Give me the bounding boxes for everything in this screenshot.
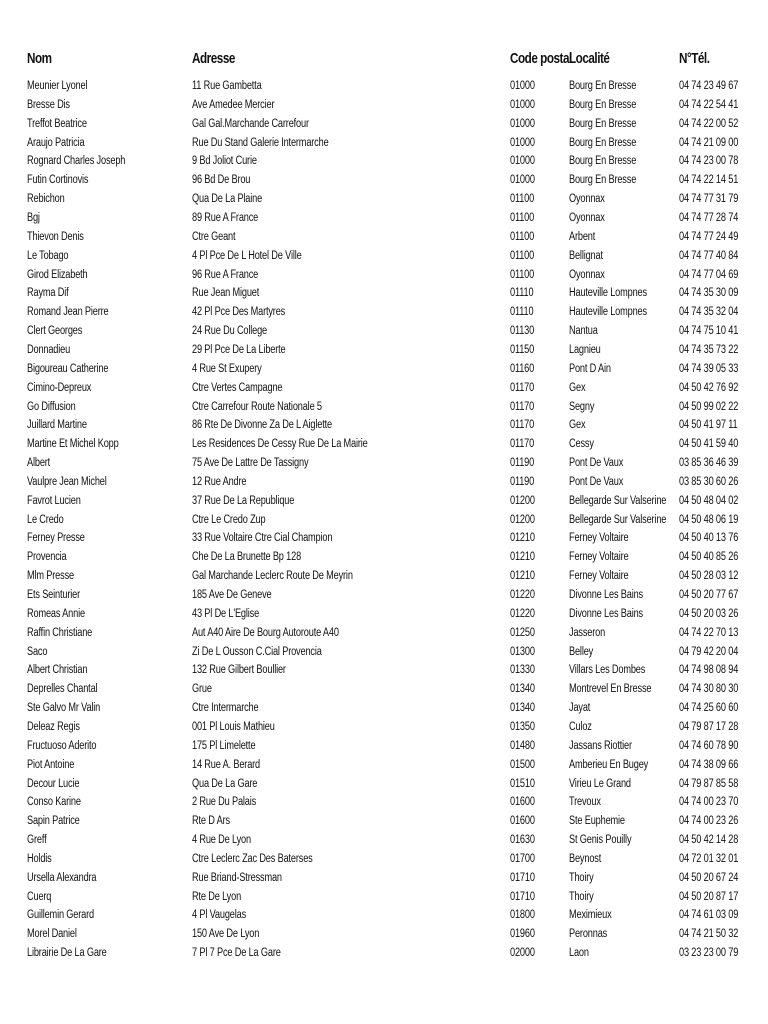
cell-localite: Bourg En Bresse xyxy=(569,98,637,111)
header-nom: Nom xyxy=(27,50,52,67)
cell-localite: Jassans Riottier xyxy=(569,739,632,752)
cell-nom: Le Credo xyxy=(27,513,64,526)
cell-adresse: Qua De La Gare xyxy=(192,777,258,790)
cell-nom: Martine Et Michel Kopp xyxy=(27,438,119,451)
cell-code-postal: 01110 xyxy=(510,306,534,319)
cell-adresse: 9 Bd Joliot Curie xyxy=(192,155,257,168)
cell-adresse: 4 Pl Vaugelas xyxy=(192,909,247,922)
cell-adresse: 11 Rue Gambetta xyxy=(192,80,262,92)
cell-tel: 04 74 77 28 74 xyxy=(679,212,739,224)
cell-code-postal: 01000 xyxy=(510,174,535,187)
cell-localite: Montrevel En Bresse xyxy=(569,683,652,696)
cell-tel: 04 50 42 14 28 xyxy=(679,834,739,846)
cell-code-postal: 01190 xyxy=(510,457,535,469)
cell-code-postal: 01170 xyxy=(510,419,535,432)
cell-localite: Ferney Voltaire xyxy=(569,570,629,583)
cell-nom: Romeas Annie xyxy=(27,607,85,620)
cell-tel: 04 50 40 85 26 xyxy=(679,551,739,564)
table-row xyxy=(0,778,768,796)
cell-nom: Cimino-Depreux xyxy=(27,381,92,394)
cell-adresse: Rue Briand-Stressman xyxy=(192,871,282,884)
cell-localite: Jayat xyxy=(569,702,591,715)
table-row xyxy=(0,118,768,136)
cell-localite: Villars Les Dombes xyxy=(569,664,646,677)
cell-localite: Thoiry xyxy=(569,871,594,884)
cell-adresse: Che De La Brunette Bp 128 xyxy=(192,551,302,564)
cell-code-postal: 01500 xyxy=(510,758,535,771)
cell-localite: Bellegarde Sur Valserine xyxy=(569,494,667,507)
cell-code-postal: 01300 xyxy=(510,645,535,658)
cell-code-postal: 01710 xyxy=(510,871,535,884)
cell-adresse: Rue Du Stand Galerie Intermarche xyxy=(192,136,329,149)
cell-code-postal: 01000 xyxy=(510,98,535,111)
cell-adresse: Les Residences De Cessy Rue De La Mairie xyxy=(192,438,368,451)
cell-nom: Girod Elizabeth xyxy=(27,268,88,281)
cell-adresse: 175 Pl Limelette xyxy=(192,739,256,752)
cell-localite: Thoiry xyxy=(569,890,594,903)
cell-code-postal: 01480 xyxy=(510,739,535,752)
cell-nom: Meunier Lyonel xyxy=(27,80,88,92)
cell-adresse: 42 Pl Pce Des Martyres xyxy=(192,306,286,319)
cell-nom: Ets Seinturier xyxy=(27,589,80,601)
cell-adresse: 185 Ave De Geneve xyxy=(192,589,272,601)
table-row xyxy=(0,627,768,645)
cell-adresse: Ctre Geant xyxy=(192,230,236,243)
cell-tel: 04 74 00 23 70 xyxy=(679,796,739,809)
table-row xyxy=(0,99,768,117)
cell-nom: Rognard Charles Joseph xyxy=(27,155,126,168)
cell-adresse: 4 Rue De Lyon xyxy=(192,834,251,846)
cell-tel: 04 74 61 03 09 xyxy=(679,909,739,922)
cell-nom: Vaulpre Jean Michel xyxy=(27,475,107,488)
cell-code-postal: 01220 xyxy=(510,589,535,601)
table-row xyxy=(0,608,768,626)
cell-nom: Go Diffusion xyxy=(27,400,76,413)
cell-code-postal: 01100 xyxy=(510,212,535,224)
cell-localite: St Genis Pouilly xyxy=(569,834,632,846)
cell-localite: Bellegarde Sur Valserine xyxy=(569,513,667,526)
table-row xyxy=(0,212,768,230)
cell-localite: Divonne Les Bains xyxy=(569,589,643,601)
cell-code-postal: 01170 xyxy=(510,400,535,413)
cell-tel: 04 50 20 77 67 xyxy=(679,589,739,601)
cell-tel: 04 74 22 00 52 xyxy=(679,117,739,130)
cell-localite: Lagnieu xyxy=(569,343,601,356)
table-row xyxy=(0,495,768,513)
cell-tel: 04 74 77 04 69 xyxy=(679,268,739,281)
cell-localite: Bourg En Bresse xyxy=(569,174,637,187)
cell-adresse: Ctre Intermarche xyxy=(192,702,259,715)
cell-nom: Rayma Dif xyxy=(27,287,69,300)
table-row xyxy=(0,287,768,305)
header-code-postal: Code postal xyxy=(510,50,572,67)
table-row xyxy=(0,269,768,287)
cell-adresse: Gal Marchande Leclerc Route De Meyrin xyxy=(192,570,353,583)
cell-code-postal: 01330 xyxy=(510,664,535,677)
cell-adresse: 2 Rue Du Palais xyxy=(192,796,257,809)
cell-code-postal: 01250 xyxy=(510,626,535,639)
cell-code-postal: 01210 xyxy=(510,532,535,545)
cell-nom: Conso Karine xyxy=(27,796,81,809)
header-adresse: Adresse xyxy=(192,50,235,67)
cell-adresse: 12 Rue Andre xyxy=(192,475,247,488)
cell-localite: Arbent xyxy=(569,230,596,243)
cell-localite: Amberieu En Bugey xyxy=(569,758,649,771)
cell-tel: 04 74 60 78 90 xyxy=(679,739,739,752)
cell-localite: Oyonnax xyxy=(569,212,605,224)
cell-tel: 04 50 41 97 11 xyxy=(679,419,738,432)
cell-code-postal: 01000 xyxy=(510,117,535,130)
cell-tel: 04 74 22 70 13 xyxy=(679,626,739,639)
cell-code-postal: 01160 xyxy=(510,362,535,375)
cell-tel: 04 74 77 31 79 xyxy=(679,193,739,206)
cell-tel: 03 85 36 46 39 xyxy=(679,457,739,469)
cell-nom: Greff xyxy=(27,834,47,846)
cell-localite: Nantua xyxy=(569,325,598,338)
cell-nom: Saco xyxy=(27,645,48,658)
cell-localite: Bourg En Bresse xyxy=(569,136,637,149)
table-row xyxy=(0,721,768,739)
cell-adresse: Rte D Ars xyxy=(192,815,230,828)
cell-code-postal: 01100 xyxy=(510,268,535,281)
cell-localite: Culoz xyxy=(569,720,592,733)
cell-nom: Futin Cortinovis xyxy=(27,174,89,187)
cell-code-postal: 01220 xyxy=(510,607,535,620)
cell-adresse: 4 Pl Pce De L Hotel De Ville xyxy=(192,249,302,262)
cell-tel: 04 74 98 08 94 xyxy=(679,664,739,677)
cell-nom: Guillemin Gerard xyxy=(27,909,94,922)
table-row xyxy=(0,137,768,155)
cell-adresse: 96 Bd De Brou xyxy=(192,174,251,187)
cell-nom: Ferney Presse xyxy=(27,532,85,545)
cell-nom: Albert xyxy=(27,457,51,469)
cell-nom: Treffot Beatrice xyxy=(27,117,87,130)
cell-adresse: 33 Rue Voltaire Ctre Cial Champion xyxy=(192,532,333,545)
cell-code-postal: 01630 xyxy=(510,834,535,846)
cell-adresse: Aut A40 Aire De Bourg Autoroute A40 xyxy=(192,626,339,639)
cell-tel: 04 50 20 03 26 xyxy=(679,607,739,620)
cell-tel: 04 74 22 14 51 xyxy=(679,174,739,187)
table-row xyxy=(0,664,768,682)
cell-tel: 04 50 20 87 17 xyxy=(679,890,739,903)
cell-code-postal: 01800 xyxy=(510,909,535,922)
cell-code-postal: 01000 xyxy=(510,155,535,168)
header-tel: N°Tél. xyxy=(679,50,710,67)
cell-tel: 04 74 35 30 09 xyxy=(679,287,739,300)
cell-localite: Virieu Le Grand xyxy=(569,777,631,790)
cell-tel: 04 74 23 49 67 xyxy=(679,80,739,92)
cell-code-postal: 01340 xyxy=(510,702,535,715)
table-row xyxy=(0,306,768,324)
table-row xyxy=(0,382,768,400)
cell-nom: Holdis xyxy=(27,852,52,865)
cell-adresse: Ave Amedee Mercier xyxy=(192,98,275,111)
cell-nom: Bgj xyxy=(27,212,40,224)
cell-code-postal: 01110 xyxy=(510,287,534,300)
cell-adresse: 75 Ave De Lattre De Tassigny xyxy=(192,457,309,469)
cell-code-postal: 01210 xyxy=(510,570,535,583)
cell-adresse: 37 Rue De La Republique xyxy=(192,494,295,507)
cell-localite: Oyonnax xyxy=(569,193,605,206)
cell-adresse: Zi De L Ousson C.Cial Provencia xyxy=(192,645,322,658)
table-row xyxy=(0,589,768,607)
cell-adresse: 132 Rue Gilbert Boullier xyxy=(192,664,286,677)
cell-code-postal: 01340 xyxy=(510,683,535,696)
cell-code-postal: 01000 xyxy=(510,80,535,92)
table-row xyxy=(0,759,768,777)
cell-nom: Thievon Denis xyxy=(27,230,84,243)
cell-tel: 04 74 23 00 78 xyxy=(679,155,739,168)
cell-code-postal: 01710 xyxy=(510,890,535,903)
cell-adresse: 96 Rue A France xyxy=(192,268,259,281)
cell-nom: Bresse Dis xyxy=(27,98,70,111)
cell-nom: Deleaz Regis xyxy=(27,720,80,733)
cell-adresse: 150 Ave De Lyon xyxy=(192,928,260,941)
cell-adresse: Ctre Leclerc Zac Des Baterses xyxy=(192,852,313,865)
cell-localite: Meximieux xyxy=(569,909,612,922)
table-row xyxy=(0,325,768,343)
cell-code-postal: 01600 xyxy=(510,796,535,809)
table-row xyxy=(0,702,768,720)
cell-tel: 03 23 23 00 79 xyxy=(679,947,739,960)
cell-localite: Divonne Les Bains xyxy=(569,607,643,620)
table-row xyxy=(0,551,768,569)
cell-localite: Ferney Voltaire xyxy=(569,551,629,564)
cell-nom: Fructuoso Aderito xyxy=(27,739,97,752)
cell-localite: Bellignat xyxy=(569,249,603,262)
cell-localite: Pont D Ain xyxy=(569,362,611,375)
cell-code-postal: 01170 xyxy=(510,381,535,394)
cell-tel: 04 74 30 80 30 xyxy=(679,683,739,696)
cell-code-postal: 01100 xyxy=(510,230,535,243)
cell-code-postal: 01170 xyxy=(510,438,535,451)
cell-adresse: 43 Pl De L'Eglise xyxy=(192,607,260,620)
cell-adresse: 001 Pl Louis Mathieu xyxy=(192,720,275,733)
cell-tel: 04 50 20 67 24 xyxy=(679,871,739,884)
cell-nom: Morel Daniel xyxy=(27,928,77,941)
cell-nom: Romand Jean Pierre xyxy=(27,306,109,319)
cell-code-postal: 01350 xyxy=(510,720,535,733)
cell-tel: 04 74 75 10 41 xyxy=(679,325,739,338)
cell-code-postal: 01510 xyxy=(510,777,535,790)
table-row xyxy=(0,928,768,946)
header-row xyxy=(0,50,768,68)
cell-tel: 04 74 39 05 33 xyxy=(679,362,739,375)
table-row xyxy=(0,80,768,98)
cell-localite: Bourg En Bresse xyxy=(569,155,637,168)
table-row xyxy=(0,476,768,494)
cell-tel: 04 50 99 02 22 xyxy=(679,400,739,413)
cell-nom: Piot Antoine xyxy=(27,758,75,771)
cell-nom: Raffin Christiane xyxy=(27,626,93,639)
cell-adresse: 86 Rte De Divonne Za De L Aiglette xyxy=(192,419,332,432)
table-row xyxy=(0,344,768,362)
table-row xyxy=(0,796,768,814)
cell-localite: Pont De Vaux xyxy=(569,457,624,469)
cell-code-postal: 01100 xyxy=(510,193,535,206)
cell-localite: Ste Euphemie xyxy=(569,815,625,828)
cell-adresse: Ctre Carrefour Route Nationale 5 xyxy=(192,400,322,413)
table-row xyxy=(0,947,768,965)
table-row xyxy=(0,193,768,211)
cell-code-postal: 01960 xyxy=(510,928,535,941)
cell-localite: Hauteville Lompnes xyxy=(569,306,647,319)
cell-adresse: Gal Gal.Marchande Carrefour xyxy=(192,117,309,130)
cell-code-postal: 01600 xyxy=(510,815,535,828)
cell-localite: Pont De Vaux xyxy=(569,475,624,488)
table-row xyxy=(0,815,768,833)
table-row xyxy=(0,834,768,852)
cell-code-postal: 01130 xyxy=(510,325,535,338)
cell-localite: Segny xyxy=(569,400,595,413)
table-row xyxy=(0,174,768,192)
cell-localite: Oyonnax xyxy=(569,268,605,281)
cell-localite: Gex xyxy=(569,419,586,432)
cell-nom: Ursella Alexandra xyxy=(27,871,97,884)
cell-tel: 04 50 48 06 19 xyxy=(679,513,739,526)
cell-code-postal: 01100 xyxy=(510,249,535,262)
cell-tel: 04 74 38 09 66 xyxy=(679,758,739,771)
cell-nom: Ste Galvo Mr Valin xyxy=(27,702,101,715)
table-row xyxy=(0,683,768,701)
cell-nom: Juillard Martine xyxy=(27,419,87,432)
cell-adresse: 14 Rue A. Berard xyxy=(192,758,261,771)
cell-tel: 04 50 40 13 76 xyxy=(679,532,739,545)
cell-adresse: 7 Pl 7 Pce De La Gare xyxy=(192,947,281,960)
table-row xyxy=(0,891,768,909)
cell-nom: Albert Christian xyxy=(27,664,88,677)
cell-localite: Peronnas xyxy=(569,928,608,941)
cell-tel: 04 79 87 17 28 xyxy=(679,720,739,733)
cell-adresse: Rue Jean Miguet xyxy=(192,287,260,300)
cell-tel: 04 74 25 60 60 xyxy=(679,702,739,715)
cell-code-postal: 01200 xyxy=(510,494,535,507)
cell-localite: Bourg En Bresse xyxy=(569,80,637,92)
table-row xyxy=(0,646,768,664)
cell-tel: 04 74 22 54 41 xyxy=(679,98,739,111)
cell-localite: Ferney Voltaire xyxy=(569,532,629,545)
cell-localite: Cessy xyxy=(569,438,594,451)
cell-tel: 04 50 41 59 40 xyxy=(679,438,739,451)
cell-tel: 04 50 28 03 12 xyxy=(679,570,739,583)
cell-nom: Deprelles Chantal xyxy=(27,683,98,696)
cell-adresse: 89 Rue A France xyxy=(192,212,259,224)
cell-localite: Beynost xyxy=(569,852,602,865)
cell-tel: 04 74 21 09 00 xyxy=(679,136,739,149)
cell-tel: 04 74 00 23 26 xyxy=(679,815,739,828)
cell-nom: Araujo Patricia xyxy=(27,136,85,149)
cell-localite: Belley xyxy=(569,645,594,658)
cell-localite: Laon xyxy=(569,947,589,960)
cell-nom: Cuerq xyxy=(27,890,52,903)
cell-code-postal: 01200 xyxy=(510,513,535,526)
table-row xyxy=(0,532,768,550)
cell-adresse: 29 Pl Pce De La Liberte xyxy=(192,343,286,356)
table-row xyxy=(0,401,768,419)
cell-tel: 04 72 01 32 01 xyxy=(679,852,739,865)
cell-nom: Provencia xyxy=(27,551,67,564)
table-row xyxy=(0,231,768,249)
table-row xyxy=(0,419,768,437)
cell-adresse: Rte De Lyon xyxy=(192,890,242,903)
cell-adresse: Qua De La Plaine xyxy=(192,193,263,206)
cell-nom: Mlm Presse xyxy=(27,570,74,583)
table-row xyxy=(0,363,768,381)
cell-localite: Bourg En Bresse xyxy=(569,117,637,130)
cell-code-postal: 01000 xyxy=(510,136,535,149)
table-row xyxy=(0,853,768,871)
cell-tel: 04 50 42 76 92 xyxy=(679,381,739,394)
table-row xyxy=(0,570,768,588)
cell-adresse: Ctre Le Credo Zup xyxy=(192,513,266,526)
cell-nom: Clert Georges xyxy=(27,325,83,338)
cell-localite: Gex xyxy=(569,381,586,394)
cell-nom: Rebichon xyxy=(27,193,65,206)
table-row xyxy=(0,514,768,532)
cell-nom: Donnadieu xyxy=(27,343,71,356)
table-row xyxy=(0,250,768,268)
table-row xyxy=(0,457,768,475)
cell-nom: Bigoureau Catherine xyxy=(27,362,109,375)
cell-tel: 04 79 42 20 04 xyxy=(679,645,739,658)
table-row xyxy=(0,155,768,173)
cell-localite: Trevoux xyxy=(569,796,601,809)
cell-tel: 03 85 30 60 26 xyxy=(679,475,739,488)
table-row xyxy=(0,438,768,456)
cell-adresse: 24 Rue Du College xyxy=(192,325,268,338)
header-localite: Localité xyxy=(569,50,610,67)
cell-localite: Hauteville Lompnes xyxy=(569,287,647,300)
cell-tel: 04 50 48 04 02 xyxy=(679,494,739,507)
cell-tel: 04 74 35 32 04 xyxy=(679,306,739,319)
cell-code-postal: 02000 xyxy=(510,947,535,960)
cell-adresse: 4 Rue St Exupery xyxy=(192,362,262,375)
cell-tel: 04 74 77 40 84 xyxy=(679,249,739,262)
table-row xyxy=(0,872,768,890)
cell-adresse: Ctre Vertes Campagne xyxy=(192,381,283,394)
table-row xyxy=(0,740,768,758)
cell-nom: Librairie De La Gare xyxy=(27,947,107,960)
cell-tel: 04 74 21 50 32 xyxy=(679,928,739,941)
cell-nom: Sapin Patrice xyxy=(27,815,80,828)
table-row xyxy=(0,909,768,927)
cell-nom: Le Tobago xyxy=(27,249,69,262)
cell-code-postal: 01190 xyxy=(510,475,535,488)
cell-code-postal: 01700 xyxy=(510,852,535,865)
cell-tel: 04 79 87 85 58 xyxy=(679,777,739,790)
cell-nom: Decour Lucie xyxy=(27,777,80,790)
cell-code-postal: 01210 xyxy=(510,551,535,564)
cell-nom: Favrot Lucien xyxy=(27,494,81,507)
cell-code-postal: 01150 xyxy=(510,343,535,356)
cell-adresse: Grue xyxy=(192,683,212,696)
cell-localite: Jasseron xyxy=(569,626,606,639)
cell-tel: 04 74 35 73 22 xyxy=(679,343,739,356)
cell-tel: 04 74 77 24 49 xyxy=(679,230,739,243)
